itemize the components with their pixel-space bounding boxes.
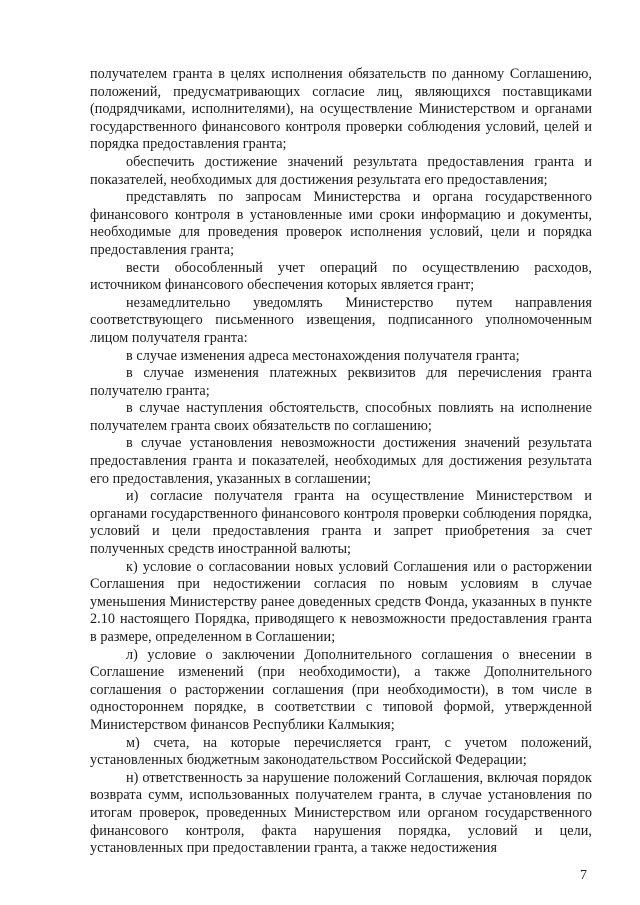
paragraph: в случае наступления обстоятельств, способных повлиять на исполнение получателем гранта своих обязательств по соглашению; [90,400,592,434]
paragraph: и) согласие получателя гранта на осуществление Министерством и органами государственного финансового контроля проверки соблюдения порядка, условий и цели предоставления гранта и запрет приобретения за счет полученных средств иностранной валюты; [90,488,592,558]
paragraph: к) условие о согласовании новых условий Соглашения или о расторжении Соглашения при недостижении согласия по новым условиям в случае уменьшения Министерству ранее доведенных средств Фонда, указанных в пункте 2.10 настоящего Порядка, приводящего к невозможности предоставления гранта в размере, определенном в Соглашении; [90,558,592,645]
paragraph: в случае установления невозможности достижения значений результата предоставления гранта и показателей, необходимых для достижения результата его предоставления, указанных в соглашении; [90,435,592,487]
paragraph: в случае изменения платежных реквизитов для перечисления гранта получателю гранта; [90,365,592,399]
paragraph: л) условие о заключении Дополнительного соглашения о внесении в Соглашение изменений (при необходимости), а также Дополнительного соглашения о расторжении соглашения (при необходимости), в том числе в одностороннем порядке, в соответствии с типовой формой, утвержденной Министерством финансов Республики Калмыкия; [90,646,592,733]
paragraph: м) счета, на которые перечисляется грант, с учетом положений, установленных бюджетным законодательством Российской Федерации; [90,734,592,769]
paragraph: вести обособленный учет операций по осуществлению расходов, источником финансового обеспечения которых является грант; [90,259,592,294]
paragraph: н) ответственность за нарушение положений Соглашения, включая порядок возврата сумм, использованных получателем гранта, в случае установления по итогам проверок, проведенных Министерством или органом государственного финансового контроля, факта нарушения порядка, условий и цели, установленных при предоставлении гранта, а также недостижения [90,769,592,857]
document-body [90,66,592,858]
paragraph: незамедлительно уведомлять Министерство путем направления соответствующего письменного извещения, подписанного уполномоченным лицом получателя гранта: [90,294,592,346]
paragraph: представлять по запросам Министерства и органа государственного финансового контроля в установленные ими сроки информацию и документы, необходимые для проведения проверок исполнения условий, цели и порядка предоставления гранта; [90,189,592,258]
page-number: 7 [580,868,587,883]
paragraph: получателем гранта в целях исполнения обязательств по данному Соглашению, положений, предусматривающих согласие лиц, являющихся поставщиками (подрядчиками, исполнителями), на осуществление Министерством и органами государственного финансового контроля проверки соблюдения условий, целей и порядка предоставления гранта; [90,66,592,153]
paragraph: обеспечить достижение значений результата предоставления гранта и показателей, необходимых для достижения результата его предоставления; [90,153,592,188]
paragraph: в случае изменения адреса местонахождения получателя гранта; [126,347,520,364]
